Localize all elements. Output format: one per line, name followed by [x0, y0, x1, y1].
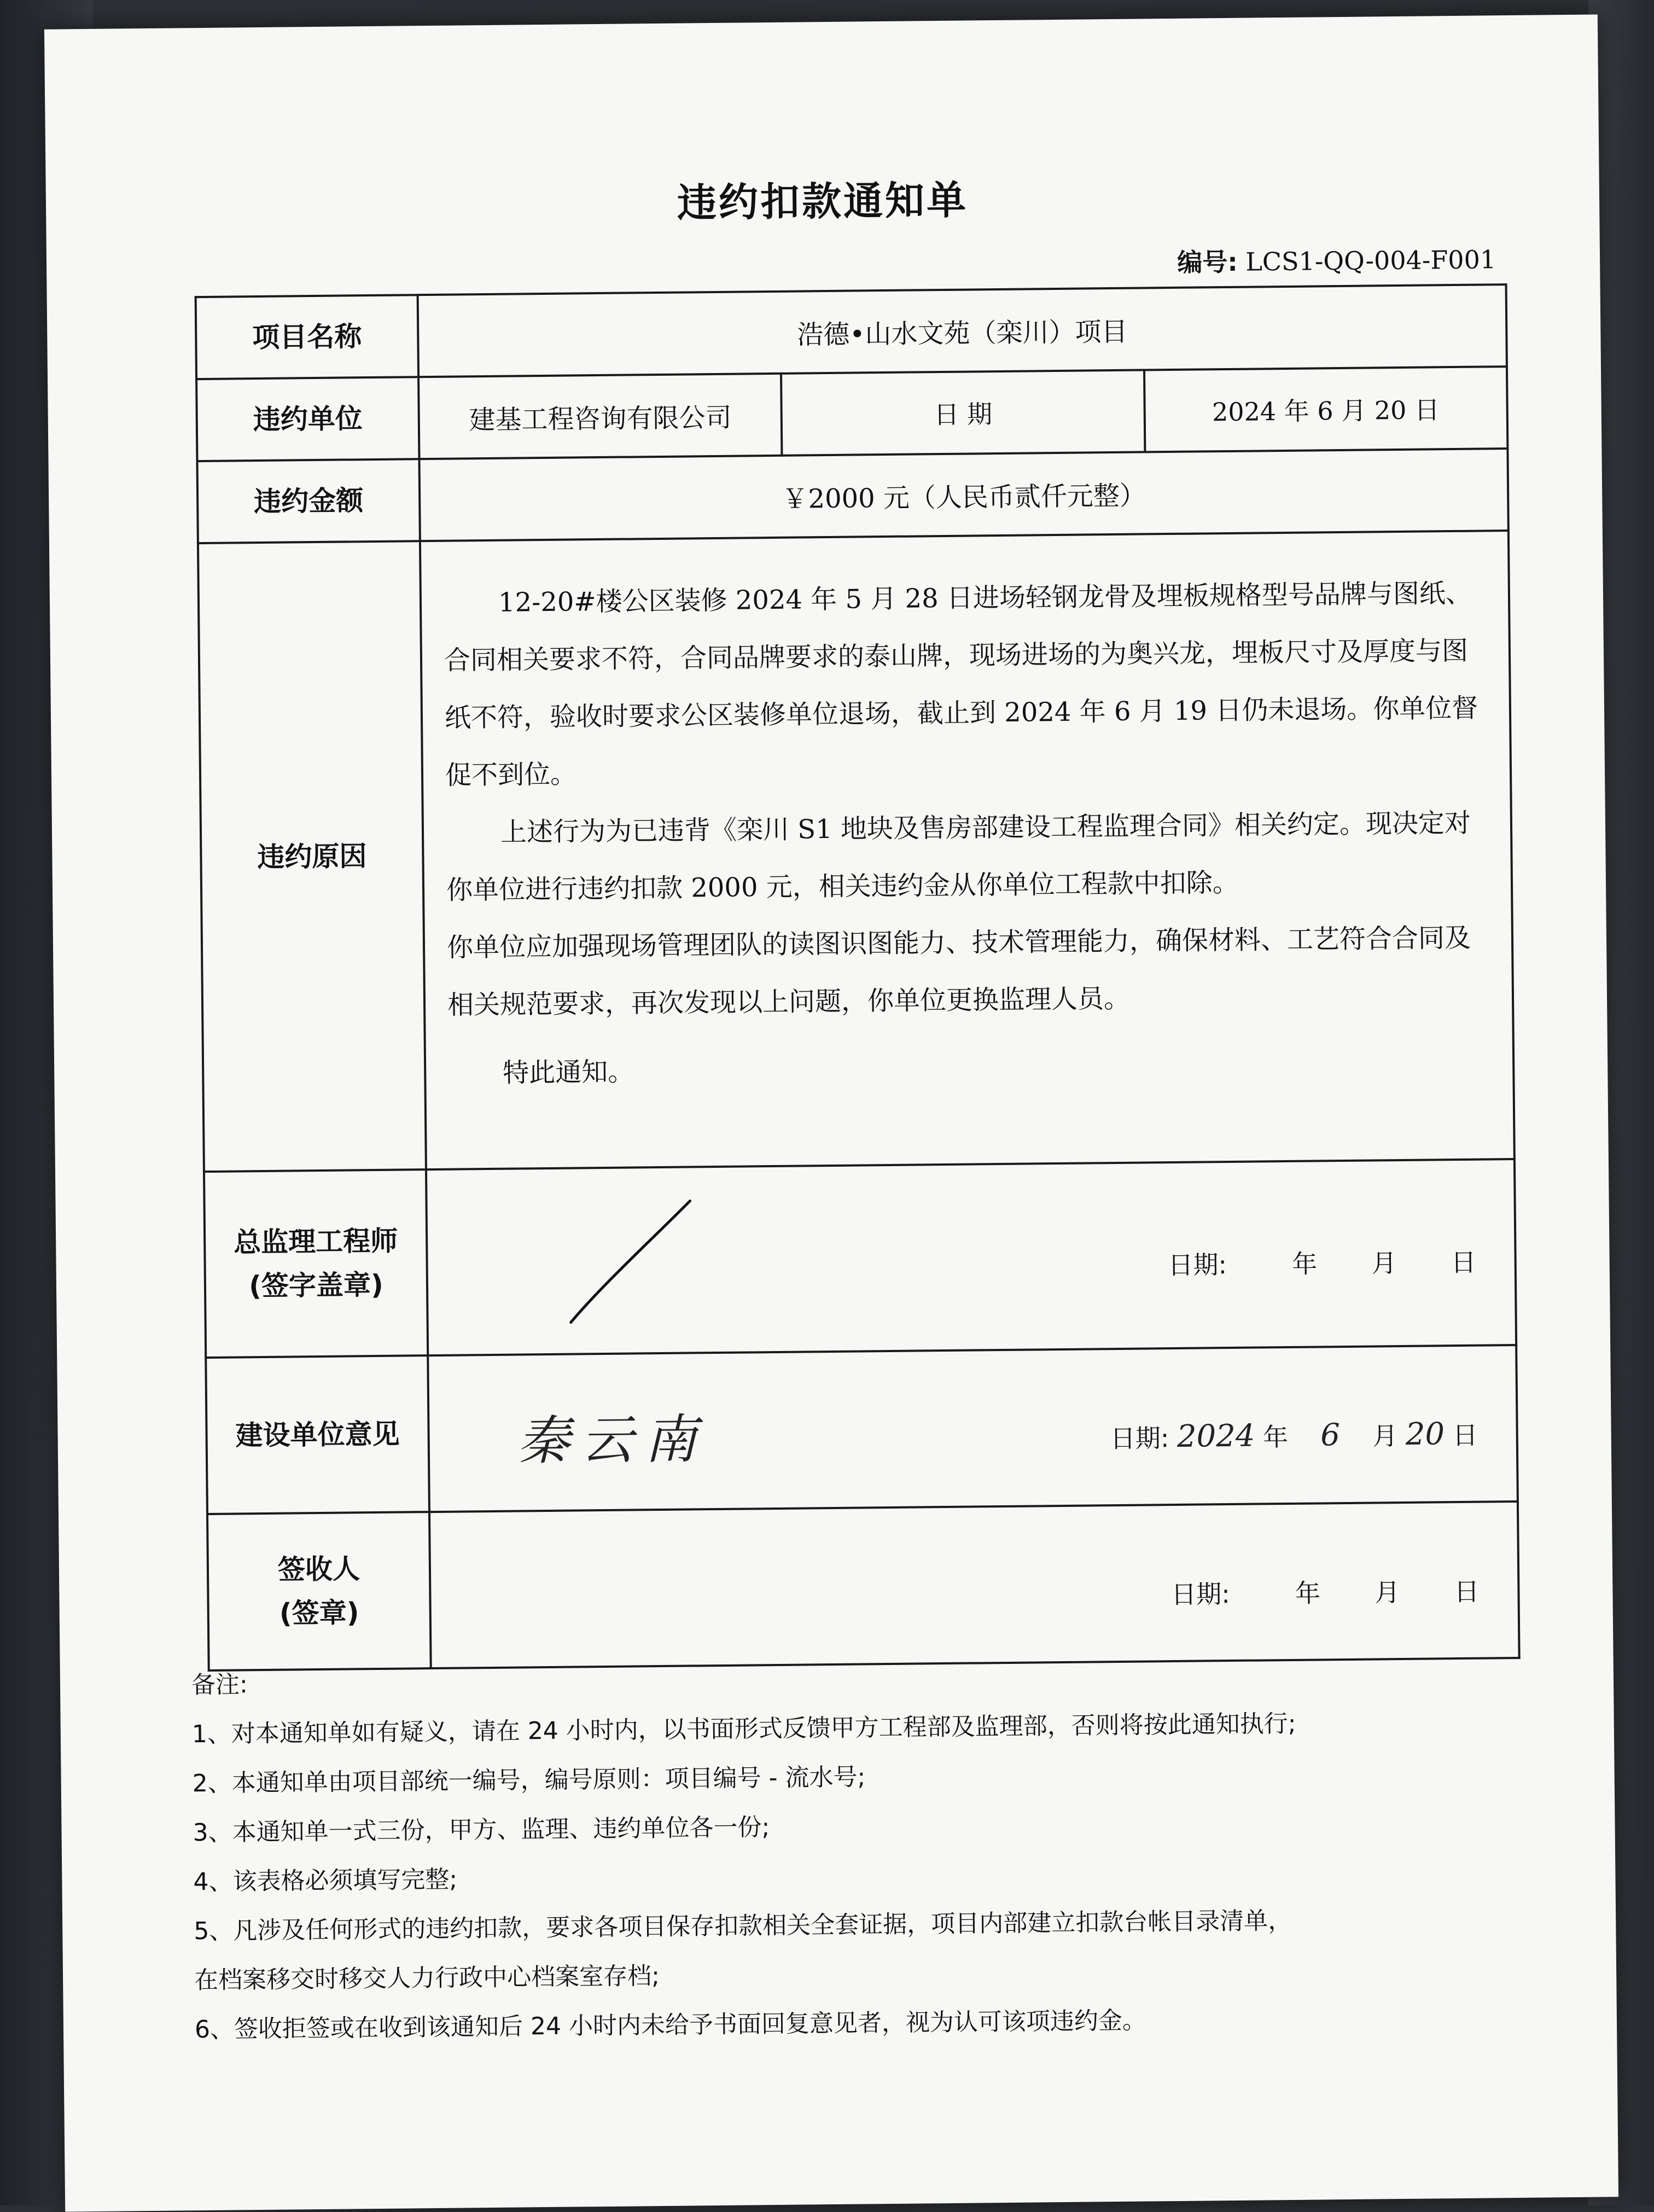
chief-engineer-day-char: 日 [1451, 1247, 1476, 1278]
row-owner-opinion [206, 1345, 1518, 1514]
document-title: 违约扣款通知单 [677, 177, 969, 226]
chief-engineer-title: 总监理工程师 [233, 1225, 398, 1259]
row-reason [198, 531, 1515, 1172]
reason-paragraph-4: 特此通知。 [503, 1056, 634, 1088]
notes-heading: 备注: [191, 1670, 248, 1699]
owner-month-char: 月 [1372, 1421, 1398, 1451]
chief-engineer-signature-stroke [558, 1190, 724, 1334]
note-item: 6、签收拒签或在收到该通知后 24 小时内未给予书面回复意见者，视为认可该项违约金。 [194, 2006, 1147, 2044]
receiver-date-prefix: 日期: [1170, 1579, 1230, 1610]
receiver-title: 签收人 [277, 1553, 360, 1586]
owner-date [1110, 1416, 1478, 1455]
receiver-date [1171, 1572, 1480, 1611]
owner-opinion-label: 建设单位意见 [206, 1355, 429, 1514]
chief-engineer-label [204, 1169, 428, 1358]
note-item: 5、凡涉及任何形式的违约扣款，要求各项目保存扣款相关全套证据，项目内部建立扣款台帐目录清单， [194, 1906, 1292, 1946]
note-item: 2、本通知单由项目部统一编号，编号原则：项目编号 - 流水号; [192, 1763, 866, 1798]
reason-text [420, 531, 1515, 1169]
document-number [1177, 240, 1496, 279]
date-label: 日 期 [781, 370, 1145, 455]
note-item: 在档案移交时移交人力行政中心档案室存档; [194, 1962, 660, 1995]
row-violator [196, 366, 1507, 461]
amount-label: 违约金额 [197, 459, 420, 543]
receiver-day-char: 日 [1454, 1576, 1480, 1607]
receiver-label [207, 1512, 431, 1670]
row-project-name [196, 284, 1507, 379]
reason-paragraph-2: 上述行为为已违背《栾川 S1 地块及售房部建设工程监理合同》相关约定。现决定对你单位进行违约扣款 2000 元，相关违约金从你单位工程款中扣除。 [446, 807, 1471, 906]
receiver-year-char: 年 [1295, 1578, 1321, 1608]
notes-section [191, 1648, 1563, 2054]
note-item: 1、对本通知单如有疑义，请在 24 小时内，以书面形式反馈甲方工程部及监理部，否则将按此通知执行; [191, 1709, 1296, 1749]
row-amount [197, 449, 1509, 543]
paper-sheet [44, 14, 1618, 2211]
notice-form-table [195, 283, 1521, 1672]
project-name-label: 项目名称 [196, 295, 418, 379]
owner-signature: 秦云南 [517, 1408, 708, 1472]
reason-paragraph-3: 你单位应加强现场管理团队的读图识图能力、技术管理能力，确保材料、工艺符合合同及相关规范要求，再次发现以上问题，你单位更换监理人员。 [446, 922, 1471, 1021]
owner-date-month: 6 [1320, 1417, 1341, 1453]
chief-engineer-year-char: 年 [1291, 1249, 1318, 1279]
chief-engineer-date [1168, 1243, 1476, 1282]
amount-value: ￥2000 元（人民币贰仟元整） [419, 449, 1508, 541]
reason-paragraph-1: 12-20#楼公区装修 2024 年 5 月 28 日进场轻钢龙骨及埋板规格型号品牌与图纸、合同相关要求不符，合同品牌要求的泰山牌，现场进场的为奥兴龙，埋板尺寸及厚度与图纸不符，验收时要求公区装修单位退场，截止到 2024 年 6 月 19 日仍未退场。你单位督促不到位。 [444, 578, 1478, 791]
row-chief-engineer [204, 1159, 1516, 1358]
violator-value: 建基工程咨询有限公司 [418, 374, 782, 459]
chief-engineer-signature-cell [426, 1159, 1516, 1355]
chief-engineer-date-prefix: 日期: [1168, 1250, 1227, 1280]
chief-engineer-subtitle: (签字盖章) [248, 1268, 384, 1302]
document-number-value: LCS1-QQ-004-F001 [1245, 245, 1496, 277]
owner-opinion-cell [428, 1345, 1518, 1512]
owner-year-char: 年 [1262, 1422, 1289, 1452]
owner-date-day: 20 [1405, 1416, 1445, 1452]
date-value: 2024 年 6 月 20 日 [1144, 366, 1508, 452]
document-number-label: 编号: [1177, 247, 1238, 277]
receiver-signature-cell [429, 1501, 1519, 1668]
receiver-subtitle: (签章) [279, 1597, 359, 1629]
violator-label: 违约单位 [196, 377, 419, 461]
owner-date-year: 2024 [1177, 1418, 1255, 1454]
note-item: 3、本通知单一式三份，甲方、监理、违约单位各一份; [193, 1813, 770, 1847]
reason-label: 违约原因 [198, 541, 426, 1172]
owner-day-char: 日 [1452, 1420, 1478, 1451]
owner-date-prefix: 日期: [1110, 1423, 1169, 1454]
project-name-value: 浩德•山水文苑（栾川）项目 [418, 284, 1507, 377]
chief-engineer-month-char: 月 [1371, 1248, 1397, 1278]
note-item: 4、该表格必须填写完整; [193, 1865, 458, 1896]
row-receiver [207, 1501, 1519, 1670]
receiver-month-char: 月 [1374, 1577, 1400, 1608]
